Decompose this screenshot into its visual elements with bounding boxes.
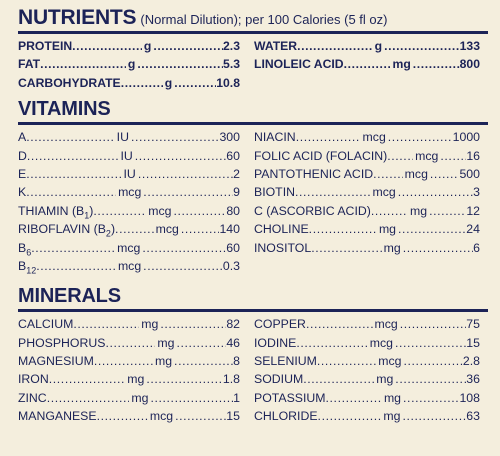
dot-leader	[318, 407, 382, 425]
nutrient-value: 10.8	[216, 75, 240, 90]
vitamin-name: BIOTIN	[254, 185, 295, 200]
vitamin-unit: mg	[378, 222, 397, 237]
nutrient-name: WATER	[254, 39, 298, 53]
vitamin-value: 12	[466, 203, 480, 218]
vitamin-value: 140	[219, 222, 240, 237]
mineral-value: 36	[466, 372, 480, 387]
mineral-unit: mg	[154, 354, 173, 369]
dot-leader	[49, 370, 126, 388]
dot-leader	[36, 257, 116, 275]
dot-leader	[388, 128, 453, 146]
vitamin-name-text: B	[18, 258, 27, 273]
nutrients-divider	[18, 31, 488, 34]
vitamin-name: A	[18, 130, 27, 145]
dot-leader	[398, 220, 466, 238]
vitamin-name: PANTOTHENIC ACID	[254, 166, 374, 181]
vitamin-name-text: B	[18, 240, 27, 255]
vitamin-row	[254, 165, 480, 183]
dot-leader	[135, 147, 227, 165]
vitamin-unit: mcg	[404, 166, 428, 181]
vitamin-row	[254, 128, 480, 146]
nutrient-name: FAT	[18, 57, 41, 72]
mineral-value: 63	[466, 409, 480, 424]
dot-leader	[317, 352, 376, 370]
vitamin-row	[18, 128, 240, 146]
nutrient-row	[18, 55, 240, 73]
dot-leader	[181, 220, 220, 238]
nutrient-name: LINOLEIC ACID	[254, 57, 344, 72]
dot-leader	[26, 183, 116, 201]
mineral-unit: mg	[131, 390, 149, 405]
vitamin-name: NIACIN	[254, 130, 296, 145]
mineral-name: CHLORIDE	[254, 409, 318, 424]
dot-leader	[105, 334, 155, 352]
dot-leader	[403, 389, 459, 407]
dot-leader	[150, 389, 233, 407]
vitamins-left-column	[18, 128, 240, 275]
dot-leader	[143, 257, 223, 275]
mineral-name: CALCIUM	[18, 317, 74, 332]
vitamins-table	[18, 128, 488, 275]
dot-leader	[440, 147, 466, 165]
dot-leader	[303, 370, 374, 388]
vitamin-unit: IU	[123, 166, 136, 181]
dot-leader	[31, 239, 115, 257]
mineral-row	[254, 352, 480, 370]
dot-leader	[26, 128, 114, 146]
mineral-row	[18, 389, 240, 407]
nutrients-header	[18, 6, 488, 30]
nutrient-value: 133	[459, 39, 480, 53]
vitamin-row	[254, 239, 480, 257]
vitamin-value: 60	[226, 240, 240, 255]
minerals-divider	[18, 309, 488, 312]
dot-leader	[40, 55, 126, 73]
vitamin-row	[18, 202, 240, 220]
dot-leader	[160, 315, 226, 333]
vitamin-unit: mcg	[148, 203, 172, 218]
dot-leader	[137, 55, 223, 73]
dot-leader	[121, 74, 163, 92]
vitamin-row	[18, 165, 240, 183]
dot-leader	[175, 407, 226, 425]
mineral-row	[254, 370, 480, 388]
mineral-unit: mg	[141, 317, 159, 332]
vitamins-divider	[18, 122, 488, 125]
vitamin-value: 1000	[452, 130, 480, 145]
dot-leader	[115, 220, 154, 238]
dot-leader	[146, 370, 223, 388]
mineral-name: SODIUM	[254, 372, 304, 387]
vitamin-unit: mg	[410, 203, 428, 218]
mineral-row	[254, 334, 480, 352]
mineral-name: IRON	[18, 372, 49, 387]
mineral-value: 108	[459, 390, 480, 405]
dot-leader	[309, 220, 377, 238]
vitamin-unit: IU	[116, 130, 129, 145]
mineral-value: 15	[226, 409, 240, 424]
dot-leader	[153, 37, 223, 55]
vitamin-value: 16	[466, 148, 480, 163]
nutrient-unit: g	[143, 39, 152, 53]
dot-leader	[430, 165, 460, 183]
minerals-left-column	[18, 315, 240, 425]
dot-leader	[326, 389, 382, 407]
dot-leader	[403, 239, 473, 257]
dot-leader	[429, 202, 466, 220]
mineral-name: MAGNESIUM	[18, 354, 94, 369]
mineral-value: 15	[466, 335, 480, 350]
dot-leader	[47, 389, 130, 407]
vitamin-name	[18, 220, 115, 238]
vitamin-row	[254, 147, 480, 165]
mineral-name: PHOSPHORUS	[18, 335, 106, 350]
dot-leader	[306, 315, 373, 333]
mineral-row	[18, 315, 240, 333]
vitamin-name-end: )	[110, 222, 116, 237]
nutrients-subtitle: (Normal Dilution); per 100 Calories (5 fl oz)	[140, 12, 388, 27]
vitamin-row	[18, 183, 240, 201]
nutrient-value: 800	[459, 57, 480, 72]
mineral-value: 2.8	[462, 354, 480, 369]
mineral-name: MANGANESE	[18, 409, 97, 424]
vitamin-row	[18, 220, 240, 238]
vitamin-name-text: THIAMIN (B	[18, 203, 85, 218]
dot-leader	[138, 165, 233, 183]
vitamin-name: E	[18, 166, 27, 181]
nutrient-row	[254, 37, 480, 55]
vitamin-name: K	[18, 185, 27, 200]
vitamin-name	[18, 257, 36, 275]
dot-leader	[402, 407, 466, 425]
mineral-value: 8	[233, 354, 240, 369]
dot-leader	[131, 128, 219, 146]
mineral-unit: mg	[376, 372, 394, 387]
mineral-name: POTASSIUM	[254, 390, 326, 405]
vitamin-row	[254, 220, 480, 238]
vitamins-right-column	[254, 128, 480, 275]
mineral-name: ZINC	[18, 390, 47, 405]
vitamin-unit: mcg	[372, 185, 396, 200]
dot-leader	[72, 37, 142, 55]
vitamin-row	[254, 183, 480, 201]
mineral-row	[254, 315, 480, 333]
vitamin-unit: mcg	[117, 240, 141, 255]
vitamin-value: 2	[233, 166, 240, 181]
dot-leader	[395, 370, 466, 388]
vitamin-name: INOSITOL	[254, 240, 312, 255]
vitamin-name-end: )	[89, 203, 94, 218]
vitamin-name: FOLIC ACID (FOLACIN)	[254, 148, 388, 163]
mineral-name: COPPER	[254, 317, 306, 332]
vitamin-value: 80	[226, 203, 240, 218]
vitamin-subscript: 6	[26, 246, 32, 257]
vitamin-value: 0.3	[222, 258, 240, 273]
vitamin-row	[18, 239, 240, 257]
mineral-name: IODINE	[254, 335, 297, 350]
nutrient-unit: g	[164, 75, 173, 90]
vitamin-unit: mcg	[117, 258, 142, 273]
dot-leader	[311, 239, 381, 257]
dot-leader	[387, 147, 413, 165]
dot-leader	[174, 74, 216, 92]
mineral-row	[18, 334, 240, 352]
mineral-row	[18, 352, 240, 370]
vitamin-row	[18, 257, 240, 275]
vitamin-unit: mg	[383, 240, 401, 255]
vitamin-value: 9	[233, 185, 240, 200]
dot-leader	[26, 165, 121, 183]
dot-leader	[176, 334, 226, 352]
nutrient-row	[254, 55, 480, 73]
dot-leader	[296, 128, 361, 146]
vitamin-value: 500	[459, 166, 480, 181]
vitamin-unit: IU	[120, 148, 133, 163]
vitamin-subscript: 12	[26, 265, 37, 276]
dot-leader	[297, 37, 373, 55]
mineral-value: 46	[226, 335, 240, 350]
nutrient-unit: g	[374, 39, 383, 53]
vitamin-value: 24	[466, 222, 480, 237]
dot-leader	[384, 37, 460, 55]
mineral-unit: mg	[157, 335, 175, 350]
mineral-row	[18, 370, 240, 388]
dot-leader	[142, 239, 226, 257]
vitamin-subscript: 1	[84, 210, 90, 221]
dot-leader	[97, 407, 148, 425]
dot-leader	[404, 352, 463, 370]
nutrient-unit: g	[127, 57, 136, 72]
minerals-table	[18, 315, 488, 425]
dot-leader	[174, 352, 233, 370]
dot-leader	[173, 202, 226, 220]
mineral-value: 1	[233, 390, 240, 405]
vitamin-unit: mcg	[362, 130, 386, 145]
vitamin-unit: mcg	[415, 148, 439, 163]
nutrients-title: NUTRIENTS	[18, 6, 137, 29]
vitamin-row	[254, 202, 480, 220]
dot-leader	[296, 334, 367, 352]
mineral-value: 1.8	[222, 372, 240, 387]
dot-leader	[94, 352, 153, 370]
vitamin-name: C (ASCORBIC ACID)	[254, 203, 371, 218]
vitamin-unit: mcg	[155, 222, 179, 237]
mineral-unit: mg	[383, 409, 401, 424]
dot-leader	[295, 183, 370, 201]
dot-leader	[413, 55, 460, 73]
dot-leader	[344, 55, 391, 73]
nutrients-right-column	[254, 37, 480, 92]
nutrients-table	[18, 37, 488, 92]
mineral-row	[18, 407, 240, 425]
vitamin-value: 6	[473, 240, 480, 255]
nutrient-row	[18, 37, 240, 55]
nutrient-value: 5.3	[223, 57, 240, 72]
nutrient-unit: mg	[392, 57, 411, 72]
nutrient-name: CARBOHYDRATE	[18, 75, 121, 90]
nutrient-value: 2.3	[223, 39, 240, 53]
vitamin-value: 60	[226, 148, 240, 163]
mineral-unit: mg	[127, 372, 145, 387]
vitamin-name	[18, 202, 93, 220]
nutrient-name: PROTEIN	[18, 39, 73, 53]
minerals-title: MINERALS	[18, 285, 121, 308]
dot-leader	[395, 334, 466, 352]
vitamin-name	[18, 239, 31, 257]
vitamin-name: CHOLINE	[254, 222, 309, 237]
vitamin-unit: mcg	[118, 185, 142, 200]
vitamin-value: 300	[219, 130, 240, 145]
mineral-unit: mcg	[149, 409, 174, 424]
dot-leader	[400, 315, 467, 333]
dot-leader	[398, 183, 473, 201]
mineral-row	[254, 389, 480, 407]
mineral-unit: mcg	[378, 354, 402, 369]
section-spacer	[18, 275, 488, 285]
mineral-name: SELENIUM	[254, 354, 317, 369]
minerals-right-column	[254, 315, 480, 425]
vitamin-value: 3	[473, 185, 480, 200]
vitamin-subscript: 2	[105, 228, 111, 239]
dot-leader	[371, 202, 408, 220]
dot-leader	[373, 165, 403, 183]
vitamin-name: D	[18, 148, 27, 163]
dot-leader	[93, 202, 146, 220]
mineral-value: 75	[466, 317, 480, 332]
vitamin-name-text: RIBOFLAVIN (B	[18, 222, 106, 237]
vitamin-row	[18, 147, 240, 165]
vitamins-title: VITAMINS	[18, 98, 111, 121]
dot-leader	[73, 315, 139, 333]
nutrient-row	[18, 74, 240, 92]
mineral-unit: mcg	[369, 335, 393, 350]
dot-leader	[27, 147, 119, 165]
nutrients-left-column	[18, 37, 240, 92]
mineral-unit: mg	[383, 390, 402, 405]
dot-leader	[143, 183, 233, 201]
mineral-unit: mcg	[374, 317, 398, 332]
mineral-row	[254, 407, 480, 425]
mineral-value: 82	[226, 317, 240, 332]
